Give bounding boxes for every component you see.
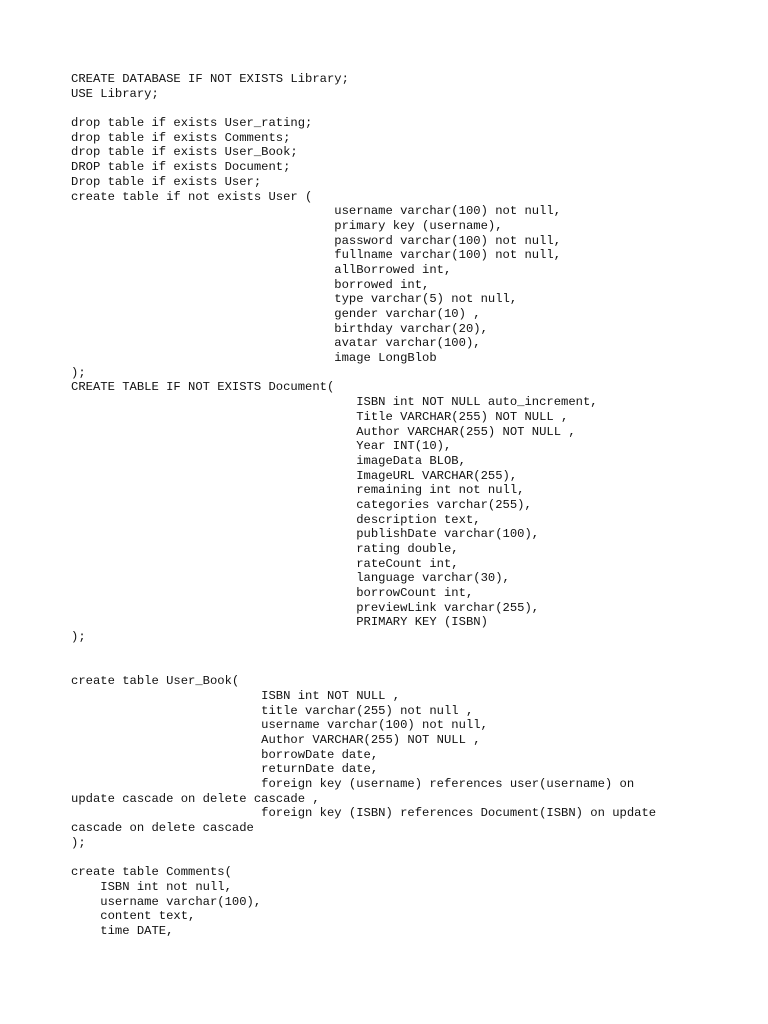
code-line: publishDate varchar(100), xyxy=(71,527,540,542)
code-line: gender varchar(10) , xyxy=(71,307,481,321)
code-line: drop table if exists User_Book; xyxy=(71,145,298,160)
code-line: ); xyxy=(71,365,86,380)
code-line: PRIMARY KEY (ISBN) xyxy=(71,615,488,630)
code-line: Author VARCHAR(255) NOT NULL , xyxy=(71,424,576,439)
code-line: create table Comments( xyxy=(71,865,232,880)
code-line: USE Library; xyxy=(71,86,159,101)
code-line: update cascade on delete cascade , xyxy=(71,791,320,806)
code-line xyxy=(71,101,656,116)
code-line: username varchar(100), xyxy=(71,894,262,909)
code-line: rateCount int, xyxy=(71,556,459,571)
code-line: DROP table if exists Document; xyxy=(71,160,291,175)
code-line: ISBN int NOT NULL auto_increment, xyxy=(71,395,598,410)
code-line: Drop table if exists User; xyxy=(71,174,262,189)
code-line: title varchar(255) not null , xyxy=(71,703,474,718)
code-line: Year INT(10), xyxy=(71,439,452,454)
code-line: username varchar(100) not null, xyxy=(71,204,562,219)
code-line: CREATE TABLE IF NOT EXISTS Document( xyxy=(71,380,335,395)
code-line: ImageURL VARCHAR(255), xyxy=(71,468,518,483)
code-line: CREATE DATABASE IF NOT EXISTS Library; xyxy=(71,72,349,86)
code-line xyxy=(71,660,656,675)
code-line: Author VARCHAR(255) NOT NULL , xyxy=(71,732,481,747)
code-line: username varchar(100) not null, xyxy=(71,718,488,733)
code-line: password varchar(100) not null, xyxy=(71,233,562,248)
code-line: content text, xyxy=(71,909,196,924)
code-line: image LongBlob xyxy=(71,351,437,366)
code-line: borrowed int, xyxy=(71,277,430,292)
code-line: fullname varchar(100) not null, xyxy=(71,248,562,263)
code-line xyxy=(71,645,656,660)
code-line: drop table if exists Comments; xyxy=(71,130,291,145)
code-line: Title VARCHAR(255) NOT NULL , xyxy=(71,409,569,424)
code-line: time DATE, xyxy=(71,923,174,938)
code-line: birthday varchar(20), xyxy=(71,321,488,336)
code-line: create table if not exists User ( xyxy=(71,189,313,204)
code-line: allBorrowed int, xyxy=(71,262,452,277)
code-line: categories varchar(255), xyxy=(71,497,532,512)
code-line: borrowCount int, xyxy=(71,586,474,601)
code-line: avatar varchar(100), xyxy=(71,336,481,351)
code-line: ); xyxy=(71,630,86,645)
sql-code-block xyxy=(71,72,656,939)
code-line xyxy=(71,850,656,865)
code-line: foreign key (username) references user(username) on xyxy=(71,777,635,791)
code-line: ISBN int NOT NULL , xyxy=(71,688,401,703)
code-line: description text, xyxy=(71,512,481,527)
code-line: returnDate date, xyxy=(71,762,379,777)
code-line: drop table if exists User_rating; xyxy=(71,116,313,131)
code-line: rating double, xyxy=(71,542,459,556)
code-line: ISBN int not null, xyxy=(71,879,232,894)
code-line: previewLink varchar(255), xyxy=(71,600,540,615)
code-line: imageData BLOB, xyxy=(71,453,466,468)
code-line: borrowDate date, xyxy=(71,747,379,762)
code-line: type varchar(5) not null, xyxy=(71,292,518,307)
code-line: language varchar(30), xyxy=(71,571,510,586)
code-line: create table User_Book( xyxy=(71,674,240,689)
code-line: ); xyxy=(71,835,86,850)
code-line: remaining int not null, xyxy=(71,483,525,498)
code-line: cascade on delete cascade xyxy=(71,821,254,836)
code-line: foreign key (ISBN) references Document(ISBN) on update xyxy=(71,806,657,821)
code-line: primary key (username), xyxy=(71,218,503,233)
